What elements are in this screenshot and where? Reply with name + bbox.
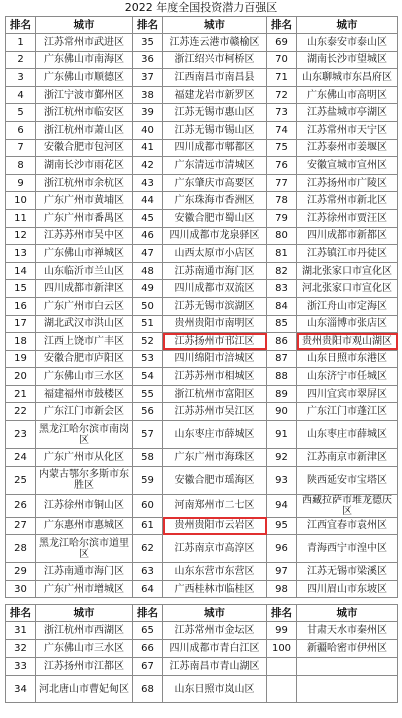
rank-cell: 13 [6, 245, 36, 263]
table-row [6, 297, 398, 315]
highlighted-city-cell: 贵州贵阳市观山湖区 [297, 333, 398, 351]
table-row [6, 262, 398, 280]
rank-cell: 19 [6, 350, 36, 368]
rank-cell: 64 [133, 580, 163, 598]
city-cell: 四川绵阳市涪城区 [163, 350, 267, 368]
header-city: 城市 [163, 17, 267, 34]
header-rank: 排名 [267, 605, 297, 622]
table-row [6, 121, 398, 139]
city-cell: 新疆哈密市伊州区 [297, 640, 398, 658]
city-cell: 河南郑州市二七区 [163, 494, 267, 517]
city-cell: 安徽合肥市包河区 [36, 139, 133, 157]
city-cell: 湖北张家口市宣化区 [297, 262, 398, 280]
rank-cell: 27 [6, 517, 36, 535]
rank-cell: 4 [6, 86, 36, 104]
rank-cell: 52 [133, 333, 163, 351]
city-cell: 江苏徐州市铜山区 [36, 494, 133, 517]
rank-cell: 60 [133, 494, 163, 517]
city-cell: 江苏徐州市贾汪区 [297, 209, 398, 227]
rank-cell: 82 [267, 262, 297, 280]
city-cell: 福建龙岩市新罗区 [163, 86, 267, 104]
city-cell: 四川眉山市东坡区 [297, 580, 398, 598]
city-cell: 湖北武汉市洪山区 [36, 315, 133, 333]
city-cell: 浙江舟山市定海区 [297, 297, 398, 315]
rank-cell: 77 [267, 174, 297, 192]
city-cell: 山东日照市东港区 [297, 350, 398, 368]
rank-cell: 42 [133, 157, 163, 175]
city-cell: 广东江门市新会区 [36, 403, 133, 421]
rank-cell: 51 [133, 315, 163, 333]
city-cell: 广西桂林市临桂区 [163, 580, 267, 598]
table-row [6, 535, 398, 563]
city-cell: 广东珠海市香洲区 [163, 192, 267, 210]
city-cell: 山东枣庄市薛城区 [297, 421, 398, 449]
table-row [6, 69, 398, 87]
city-cell: 黑龙江哈尔滨市南岗区 [36, 421, 133, 449]
table-row [6, 174, 398, 192]
city-cell: 甘肃天水市秦州区 [297, 622, 398, 640]
rank-cell: 10 [6, 192, 36, 210]
city-cell: 江苏常州市金坛区 [163, 622, 267, 640]
rank-cell: 80 [267, 227, 297, 245]
rank-cell: 96 [267, 535, 297, 563]
rank-cell: 58 [133, 449, 163, 467]
rank-cell: 67 [133, 658, 163, 676]
city-cell: 山东淄博市张店区 [297, 315, 398, 333]
city-cell: 湖南长沙市雨花区 [36, 157, 133, 175]
table-row [6, 640, 398, 658]
city-cell: 江苏南昌市青山湖区 [163, 658, 267, 676]
rank-cell: 73 [267, 104, 297, 122]
ranking-table-continued [5, 604, 398, 703]
city-cell: 江苏连云港市赣榆区 [163, 34, 267, 52]
city-cell: 广东广州市黄埔区 [36, 192, 133, 210]
rank-cell: 95 [267, 517, 297, 535]
rank-cell: 98 [267, 580, 297, 598]
rank-cell: 36 [133, 51, 163, 69]
city-cell: 内蒙古鄂尔多斯市东胜区 [36, 466, 133, 494]
city-cell [297, 658, 398, 676]
table-row [6, 34, 398, 52]
city-cell: 江苏南京市新津区 [297, 449, 398, 467]
rank-cell: 11 [6, 209, 36, 227]
rank-cell: 66 [133, 640, 163, 658]
city-cell: 广东广州市增城区 [36, 580, 133, 598]
rank-cell: 99 [267, 622, 297, 640]
header-city: 城市 [36, 17, 133, 34]
table-row [6, 563, 398, 581]
city-cell: 四川成都市新都区 [297, 227, 398, 245]
table-header-row [6, 17, 398, 34]
city-cell: 山东临沂市兰山区 [36, 262, 133, 280]
rank-cell: 84 [267, 297, 297, 315]
table-row [6, 368, 398, 386]
header-rank: 排名 [6, 605, 36, 622]
rank-cell: 63 [133, 563, 163, 581]
rank-cell: 89 [267, 385, 297, 403]
header-rank: 排名 [267, 17, 297, 34]
city-cell: 广东佛山市三水区 [36, 640, 133, 658]
city-cell: 江苏常州市武进区 [36, 34, 133, 52]
table-row [6, 403, 398, 421]
rank-cell: 48 [133, 262, 163, 280]
rank-cell: 20 [6, 368, 36, 386]
city-cell: 江苏镇江市丹徒区 [297, 245, 398, 263]
rank-cell: 93 [267, 466, 297, 494]
city-cell: 四川宜宾市翠屏区 [297, 385, 398, 403]
table-row [6, 209, 398, 227]
table-row [6, 86, 398, 104]
city-cell: 江苏盐城市亭湖区 [297, 104, 398, 122]
rank-cell: 79 [267, 209, 297, 227]
rank-cell: 76 [267, 157, 297, 175]
rank-cell: 33 [6, 658, 36, 676]
city-cell: 江苏苏州市相城区 [163, 368, 267, 386]
header-rank: 排名 [133, 605, 163, 622]
rank-cell: 65 [133, 622, 163, 640]
rank-cell: 29 [6, 563, 36, 581]
city-cell: 广东惠州市惠城区 [36, 517, 133, 535]
city-cell: 广东广州市海珠区 [163, 449, 267, 467]
table-row [6, 385, 398, 403]
city-cell: 广东广州市番禺区 [36, 209, 133, 227]
city-cell: 江苏常州市新北区 [297, 192, 398, 210]
city-cell: 黑龙江哈尔滨市道里区 [36, 535, 133, 563]
page-title: 2022 年度全国投资潜力百强区 [124, 1, 278, 14]
rank-cell: 54 [133, 368, 163, 386]
rank-cell: 34 [6, 676, 36, 703]
rank-cell: 83 [267, 280, 297, 298]
city-cell: 江苏南通市海门区 [163, 262, 267, 280]
table-row [6, 517, 398, 535]
city-cell: 广东肇庆市高要区 [163, 174, 267, 192]
header-city: 城市 [297, 17, 398, 34]
table-row [6, 350, 398, 368]
city-cell: 山西太原市小店区 [163, 245, 267, 263]
rank-cell: 85 [267, 315, 297, 333]
rank-cell: 71 [267, 69, 297, 87]
city-cell: 广东广州市从化区 [36, 449, 133, 467]
table-row [6, 227, 398, 245]
rank-cell: 28 [6, 535, 36, 563]
rank-cell: 6 [6, 121, 36, 139]
rank-cell: 88 [267, 368, 297, 386]
table-row [6, 280, 398, 298]
rank-cell: 62 [133, 535, 163, 563]
city-cell: 江苏南京市高淳区 [163, 535, 267, 563]
rank-cell: 18 [6, 333, 36, 351]
rank-cell: 26 [6, 494, 36, 517]
table-row [6, 449, 398, 467]
city-cell: 江苏扬州市广陵区 [297, 174, 398, 192]
rank-cell: 72 [267, 86, 297, 104]
rank-cell: 17 [6, 315, 36, 333]
table-row [6, 421, 398, 449]
city-cell: 陕西延安市宝塔区 [297, 466, 398, 494]
rank-cell: 91 [267, 421, 297, 449]
rank-cell: 57 [133, 421, 163, 449]
city-cell: 江苏无锡市惠山区 [163, 104, 267, 122]
city-cell: 广东广州市白云区 [36, 297, 133, 315]
table-row [6, 157, 398, 175]
rank-cell: 74 [267, 121, 297, 139]
rank-cell: 31 [6, 622, 36, 640]
table-row [6, 658, 398, 676]
rank-cell: 49 [133, 280, 163, 298]
city-cell: 江苏苏州市吴中区 [36, 227, 133, 245]
rank-cell: 21 [6, 385, 36, 403]
table-row [6, 245, 398, 263]
city-cell: 广东佛山市禅城区 [36, 245, 133, 263]
rank-cell: 45 [133, 209, 163, 227]
highlighted-city-cell: 江苏扬州市邗江区 [163, 333, 267, 351]
city-cell: 贵州贵阳市南明区 [163, 315, 267, 333]
rank-cell: 86 [267, 333, 297, 351]
city-cell: 安徽合肥市瑶海区 [163, 466, 267, 494]
table-row [6, 466, 398, 494]
ranking-table-main [5, 16, 398, 598]
rank-cell: 25 [6, 466, 36, 494]
city-cell: 浙江杭州市萧山区 [36, 121, 133, 139]
rank-cell: 35 [133, 34, 163, 52]
table-row [6, 494, 398, 517]
city-cell: 湖南长沙市望城区 [297, 51, 398, 69]
city-cell: 浙江杭州市临安区 [36, 104, 133, 122]
city-cell: 江苏无锡市锡山区 [163, 121, 267, 139]
city-cell: 四川成都市青白江区 [163, 640, 267, 658]
rank-cell: 8 [6, 157, 36, 175]
city-cell: 山东聊城市东昌府区 [297, 69, 398, 87]
rank-cell: 61 [133, 517, 163, 535]
rank-cell: 3 [6, 69, 36, 87]
rank-cell: 55 [133, 385, 163, 403]
rank-cell: 81 [267, 245, 297, 263]
rank-cell: 16 [6, 297, 36, 315]
city-cell: 河北唐山市曹妃甸区 [36, 676, 133, 703]
city-cell: 浙江宁波市鄞州区 [36, 86, 133, 104]
rank-cell [267, 658, 297, 676]
city-cell: 江苏扬州市江都区 [36, 658, 133, 676]
rank-cell: 68 [133, 676, 163, 703]
rank-cell: 41 [133, 139, 163, 157]
city-cell: 河北张家口市宣化区 [297, 280, 398, 298]
city-cell: 安徽合肥市庐阳区 [36, 350, 133, 368]
rank-cell: 39 [133, 104, 163, 122]
rank-cell: 30 [6, 580, 36, 598]
rank-cell: 94 [267, 494, 297, 517]
rank-cell: 5 [6, 104, 36, 122]
city-cell: 江苏苏州市吴江区 [163, 403, 267, 421]
header-city: 城市 [163, 605, 267, 622]
rank-cell: 56 [133, 403, 163, 421]
table-row [6, 192, 398, 210]
header-rank: 排名 [133, 17, 163, 34]
rank-cell: 100 [267, 640, 297, 658]
city-cell: 山东泰安市泰山区 [297, 34, 398, 52]
header-rank: 排名 [6, 17, 36, 34]
rank-cell: 53 [133, 350, 163, 368]
city-cell [297, 676, 398, 703]
city-cell: 浙江杭州市富阳区 [163, 385, 267, 403]
rank-cell [267, 676, 297, 703]
rank-cell: 32 [6, 640, 36, 658]
city-cell: 山东枣庄市薛城区 [163, 421, 267, 449]
rank-cell: 15 [6, 280, 36, 298]
rank-cell: 50 [133, 297, 163, 315]
city-cell: 江苏无锡市滨湖区 [163, 297, 267, 315]
rank-cell: 2 [6, 51, 36, 69]
rank-cell: 97 [267, 563, 297, 581]
rank-cell: 22 [6, 403, 36, 421]
rank-cell: 90 [267, 403, 297, 421]
table-row [6, 51, 398, 69]
city-cell: 浙江绍兴市柯桥区 [163, 51, 267, 69]
city-cell: 四川成都市龙泉驿区 [163, 227, 267, 245]
highlighted-city-cell: 贵州贵阳市云岩区 [163, 517, 267, 535]
rank-cell: 24 [6, 449, 36, 467]
city-cell: 青海西宁市湟中区 [297, 535, 398, 563]
rank-cell: 43 [133, 174, 163, 192]
table-row [6, 622, 398, 640]
city-cell: 广东佛山市顺德区 [36, 69, 133, 87]
rank-cell: 37 [133, 69, 163, 87]
city-cell: 江苏南通市海门区 [36, 563, 133, 581]
table-row [6, 580, 398, 598]
rank-cell: 44 [133, 192, 163, 210]
rank-cell: 1 [6, 34, 36, 52]
rank-cell: 92 [267, 449, 297, 467]
city-cell: 江西宜春市袁州区 [297, 517, 398, 535]
rank-cell: 23 [6, 421, 36, 449]
city-cell: 江西南昌市南昌县 [163, 69, 267, 87]
city-cell: 广东佛山市南海区 [36, 51, 133, 69]
rank-cell: 69 [267, 34, 297, 52]
city-cell: 山东东营市东营区 [163, 563, 267, 581]
rank-cell: 14 [6, 262, 36, 280]
table-row [6, 676, 398, 703]
rank-cell: 75 [267, 139, 297, 157]
city-cell: 广东清远市清城区 [163, 157, 267, 175]
city-cell: 山东日照市岚山区 [163, 676, 267, 703]
table-row [6, 139, 398, 157]
city-cell: 四川成都市新津区 [36, 280, 133, 298]
rank-cell: 87 [267, 350, 297, 368]
rank-cell: 59 [133, 466, 163, 494]
rank-cell: 40 [133, 121, 163, 139]
city-cell: 四川成都市郫都区 [163, 139, 267, 157]
city-cell: 四川成都市双流区 [163, 280, 267, 298]
rank-cell: 78 [267, 192, 297, 210]
rank-cell: 12 [6, 227, 36, 245]
rank-cell: 70 [267, 51, 297, 69]
city-cell: 山东济宁市任城区 [297, 368, 398, 386]
rank-cell: 38 [133, 86, 163, 104]
city-cell: 广东江门市蓬江区 [297, 403, 398, 421]
city-cell: 福建福州市鼓楼区 [36, 385, 133, 403]
city-cell: 浙江杭州市西湖区 [36, 622, 133, 640]
rank-cell: 46 [133, 227, 163, 245]
city-cell: 浙江杭州市余杭区 [36, 174, 133, 192]
city-cell: 江苏无锡市梁溪区 [297, 563, 398, 581]
rank-cell: 47 [133, 245, 163, 263]
rank-cell: 7 [6, 139, 36, 157]
city-cell: 广东佛山市高明区 [297, 86, 398, 104]
city-cell: 广东佛山市三水区 [36, 368, 133, 386]
header-city: 城市 [36, 605, 133, 622]
city-cell: 西藏拉萨市堆龙德庆区 [297, 494, 398, 517]
table-row [6, 104, 398, 122]
rank-cell: 9 [6, 174, 36, 192]
city-cell: 江苏常州市天宁区 [297, 121, 398, 139]
city-cell: 安徽宣城市宣州区 [297, 157, 398, 175]
city-cell: 江西上饶市广丰区 [36, 333, 133, 351]
table-header-row [6, 605, 398, 622]
table-row [6, 315, 398, 333]
table-row [6, 333, 398, 351]
city-cell: 江苏泰州市姜堰区 [297, 139, 398, 157]
city-cell: 安徽合肥市蜀山区 [163, 209, 267, 227]
header-city: 城市 [297, 605, 398, 622]
